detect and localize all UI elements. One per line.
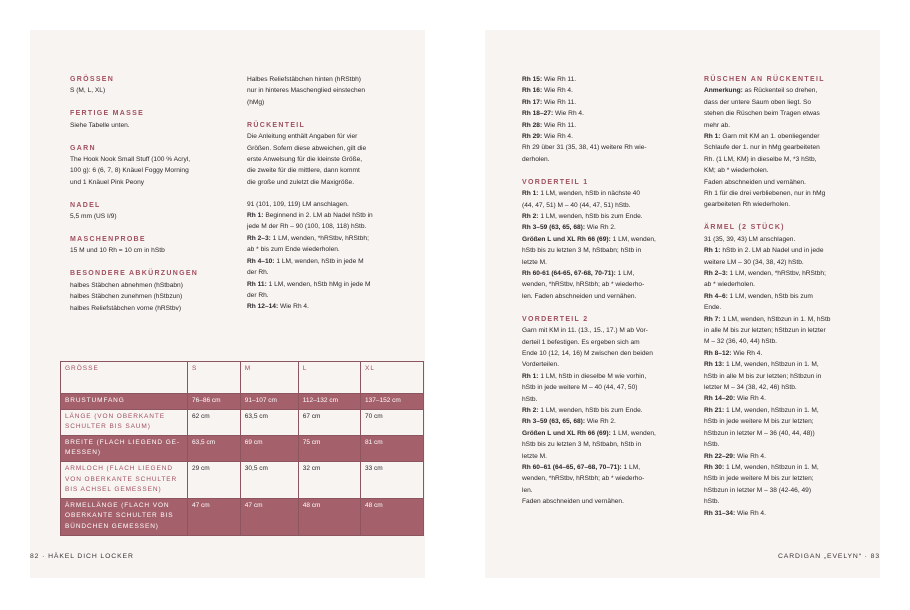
row-text: Rh 1 für die drei verbliebenen, nur in hMg (704, 190, 826, 198)
row-text: gearbeiteten Rh wiederholen. (704, 201, 791, 209)
spec-section (70, 143, 230, 189)
row-text: hStb bis zu letzten 3 M, hStbabn, hStb in (522, 441, 642, 449)
instruction-line (522, 108, 687, 119)
text-line: Siehe Tabelle unten. (70, 121, 130, 129)
row-text: letzte M. (522, 452, 547, 460)
row-text: 1 LM, wenden, hStbzun in 1. M, (724, 406, 819, 414)
spec-section (70, 74, 230, 97)
section-heading: VORDERTEIL 1 (522, 178, 589, 186)
instruction-line (522, 222, 687, 233)
row-label: Rh 2–3: (247, 234, 271, 242)
row-label: Rh 2: (522, 406, 539, 414)
row-text: Wie Rh 4. (735, 509, 766, 517)
instruction-line (704, 177, 864, 188)
instruction-line (247, 233, 392, 244)
text-line: VON OBERKANTE SCHULTER (65, 475, 178, 483)
text-line: LÄNGE (VON OBERKANTE (65, 412, 165, 420)
table-cell: 48 cm (361, 498, 424, 535)
right-column-1 (522, 74, 687, 519)
row-label: Rh 2–3: (704, 270, 728, 277)
row-text: der Rh. (247, 291, 269, 299)
row-text: 1 LM, wenden, (610, 429, 656, 437)
instruction-line (247, 256, 392, 267)
text-line: BIS ACHSEL GEMESSEN) (65, 486, 162, 494)
table-cell: 63,5 cm (188, 435, 241, 461)
row-text: 1 LM, wenden, *hRStbv, hRStbh; (270, 234, 369, 242)
instruction-line (704, 416, 864, 427)
ruffles-rows (704, 85, 864, 210)
row-text: Wie Rh 11. (542, 121, 577, 129)
instruction-line (704, 325, 864, 336)
instruction-line (704, 279, 864, 290)
row-text: Ende 10 (12, 14, 16) M zwischen den beiden (522, 349, 653, 357)
row-text: Wie Rh 2. (585, 224, 616, 232)
spec-section (70, 268, 230, 314)
row-text: Garn mit KM an 1. obenliegender (720, 133, 820, 141)
instruction-line (704, 257, 864, 268)
row-label: Rh 11: (247, 280, 267, 288)
row-text: Faden abschneiden und vernähen. (704, 178, 806, 186)
text-line: Die Anleitung enthält Angaben für vier (247, 133, 358, 141)
row-text: Garn mit KM in 11. (13., 15., 17.) M ab Vor- (522, 327, 648, 335)
row-text: ab * wiederholen. (704, 281, 755, 289)
table-row (61, 409, 424, 435)
instruction-line (704, 462, 864, 473)
text-line: BRUSTUMFANG (65, 397, 125, 404)
row-label: Rh 1: (247, 212, 264, 220)
row-text: Rh. (1 LM, KM) in dieselbe M, *3 hStb, (704, 155, 817, 163)
row-text: letzter M – 34 (38, 42, 46) hStb. (704, 384, 797, 392)
row-text: wenden, *hRStbv, hRStbh; ab * wiederho- (522, 475, 645, 483)
instruction-line (704, 359, 864, 370)
left-column-1 (70, 74, 230, 326)
text-line: und 1 Knäuel Pink Peony (70, 178, 145, 186)
instruction-line (704, 234, 864, 245)
size-table (60, 361, 424, 536)
instruction-line (522, 154, 687, 165)
text-line: Größen. Sofern diese abweichen, gilt die (247, 144, 367, 152)
instruction-line (522, 416, 687, 427)
row-text: Faden abschneiden und vernähen. (522, 498, 624, 506)
instruction-line (522, 279, 687, 290)
text-line: ARMLOCH (FLACH LIEGEND (65, 464, 173, 472)
section-heading: GRÖSSEN (70, 76, 115, 83)
row-label: Rh 1: (704, 133, 721, 141)
instruction-line (704, 245, 864, 256)
row-text: Wie Rh 4. (553, 110, 584, 118)
row-text: hStb. (704, 441, 720, 449)
table-row (61, 498, 424, 535)
text-line: S (M, L, XL) (70, 87, 106, 95)
row-label-cell (61, 409, 188, 435)
row-text: derholen. (522, 155, 550, 163)
front-part-1-rows (522, 188, 687, 302)
row-text: Wie Rh 4. (731, 349, 763, 357)
instruction-line (704, 371, 864, 382)
column-header: S (188, 362, 241, 394)
instruction-line (704, 473, 864, 484)
row-text: in alle M bis zur letzten; hStbzun in letzter (704, 327, 826, 335)
row-label: Rh 21: (704, 406, 725, 414)
table-cell: 91–107 cm (240, 394, 298, 410)
text-line: SCHULTER BIS SAUM) (65, 423, 151, 431)
row-text: hStbzun in letzter M – 36 (40, 44, 48)) (704, 429, 815, 437)
intro-text (247, 74, 392, 108)
row-text: hStb in alle M bis zur letzten; hStbzun in (704, 372, 822, 380)
row-text: 1 LM, wenden, hStbzun in 1. M, hStb (720, 315, 831, 323)
instruction-line (704, 382, 864, 393)
instruction-rows (247, 199, 392, 313)
table-cell: 63,5 cm (240, 409, 298, 435)
row-text: mehr ab. (704, 121, 731, 129)
instruction-line (704, 131, 864, 142)
text-line: halbes Stäbchen abnehmen (hStbabn) (70, 281, 183, 289)
row-text: 1 LM, wenden, hStbzun in 1. M, (724, 361, 819, 369)
row-text: 1 LM, wenden, (610, 235, 656, 243)
row-text: 1 LM, (621, 464, 641, 471)
row-text: hStbzun in letzter M – 38 (42-46, 49) (704, 486, 812, 494)
instruction-line (247, 244, 392, 255)
row-text: hStb in jede weitere M bis zur letzten; (704, 475, 814, 483)
back-rows (522, 74, 687, 165)
row-label: Rh 8–12: (704, 349, 732, 357)
row-label: Rh 28: (522, 121, 543, 129)
instruction-line (704, 165, 864, 176)
instruction-line (522, 325, 687, 336)
section-heading: BESONDERE ABKÜRZUNGEN (70, 270, 199, 278)
instruction-line (247, 199, 392, 210)
section-heading: RÜSCHEN AN RÜCKENTEIL (704, 76, 825, 83)
row-text: Beginnend in 2. LM ab Nadel hStb in (263, 212, 373, 220)
instruction-line (704, 508, 864, 519)
row-label: Rh 60–61 (64–65, 67–68, 70–71): (522, 464, 622, 471)
text-line: BÜNDCHEN GEMESSEN) (65, 522, 159, 530)
instruction-line (704, 485, 864, 496)
page-folio-left: 82 · HÄKEL DICH LOCKER (30, 553, 134, 560)
instruction-line (522, 371, 687, 382)
spec-section (70, 234, 230, 257)
table-cell: 75 cm (298, 435, 360, 461)
instruction-line (522, 405, 687, 416)
table-cell: 137–152 cm (361, 394, 424, 410)
row-text: weitere LM – 30 (34, 38, 42) hStb. (704, 258, 804, 266)
row-text: 1 LM, wenden, hStb in jede M (274, 257, 364, 265)
column-header: L (298, 362, 360, 394)
instruction-line (704, 496, 864, 507)
instruction-line (522, 462, 687, 473)
row-label: Rh 31–34: (704, 509, 736, 517)
row-text: hStb in jede weitere M – 40 (44, 47, 50) (522, 384, 638, 392)
row-label-cell (61, 498, 188, 535)
instruction-line (522, 496, 687, 507)
section-heading: NADEL (70, 201, 101, 209)
left-column-2 (247, 74, 392, 313)
text-line: die zweite für die mittlere, dann kommt (247, 167, 360, 175)
row-label: Größen L und XL Rh 66 (69): (522, 429, 611, 437)
instruction-line (704, 336, 864, 347)
instruction-line (522, 485, 687, 496)
row-text: wenden, *hRStbv, hRStbh; ab * wiederho- (522, 281, 645, 289)
row-text: der Rh. (247, 269, 269, 277)
table-cell: 76–86 cm (188, 394, 241, 410)
row-label: Rh 3–59 (63, 65, 68): (522, 418, 586, 426)
table-cell: 47 cm (188, 498, 241, 535)
row-text: Wie Rh 11. (542, 76, 577, 83)
row-label: Rh 16: (522, 87, 543, 95)
row-text: letzte M. (522, 258, 547, 266)
instruction-line (522, 359, 687, 370)
table-cell: 32 cm (298, 461, 360, 498)
spec-section (70, 200, 230, 223)
instruction-line (704, 108, 864, 119)
row-label: Rh 60-61 (64-65, 67-68, 70-71): (522, 270, 616, 277)
row-text: 1 LM, wenden, hStb bis zum Ende. (538, 212, 643, 220)
table-cell: 30,5 cm (240, 461, 298, 498)
row-text: stehen die Rüschen beim Tragen etwas (704, 110, 820, 118)
table-cell: 29 cm (188, 461, 241, 498)
row-text: hStb. (704, 498, 720, 506)
row-label: Rh 12–14: (247, 303, 279, 311)
row-text: hStb in 2. LM ab Nadel und in jede (720, 247, 824, 255)
instruction-line (522, 97, 687, 108)
row-label: Rh 22–29: (704, 452, 736, 460)
text-line: The Hook Nook Small Stuff (100 % Acryl, (70, 156, 191, 164)
row-text: 1 LM, wenden, *hRStbv, hRStbh; (727, 270, 826, 277)
instruction-line (522, 131, 687, 142)
row-text: Rh 29 über 31 (35, 38, 41) weitere Rh wie- (522, 144, 647, 152)
row-label: Rh 4–10: (247, 257, 275, 265)
section-heading: VORDERTEIL 2 (522, 315, 589, 323)
instruction-line (704, 302, 864, 313)
instruction-line (522, 74, 687, 85)
sleeve-rows (704, 234, 864, 519)
section-heading: RÜCKENTEIL (247, 121, 306, 129)
row-text: len. (522, 486, 533, 494)
row-text: Vorderteilen. (522, 361, 560, 369)
table-cell: 112–132 cm (298, 394, 360, 410)
table-cell: 33 cm (361, 461, 424, 498)
instruction-line (522, 451, 687, 462)
row-text: derteil 1 befestigen. Es ergeben sich am (522, 338, 640, 346)
instruction-line (522, 382, 687, 393)
text-line: 100 g): 6 (6, 7, 8) Knäuel Foggy Morning (70, 167, 189, 175)
instruction-line (522, 291, 687, 302)
text-line: erste Anwelsung für die kleinste Größe, (247, 155, 363, 163)
row-label: Rh 13: (704, 361, 725, 369)
row-text: Wie Rh 4. (735, 452, 766, 460)
instruction-line (704, 268, 864, 279)
instruction-line (704, 154, 864, 165)
instruction-line (522, 142, 687, 153)
table-row (61, 394, 424, 410)
table-cell: 48 cm (298, 498, 360, 535)
instruction-line (704, 97, 864, 108)
instruction-line (522, 473, 687, 484)
row-text: Schlaufe der 1. nur in hMg gearbeiteten (704, 144, 820, 152)
instruction-line (704, 291, 864, 302)
text-line: BREITE (FLACH LIEGEND GE- (65, 438, 180, 446)
section-heading: GARN (70, 144, 96, 152)
row-text: 31 (35, 39, 43) LM anschlagen. (704, 235, 796, 243)
row-text: M – 32 (36, 40, 44) hStb. (704, 338, 777, 346)
table-cell: 47 cm (240, 498, 298, 535)
row-label: Rh 18–27: (522, 110, 554, 118)
table-header-row (61, 362, 424, 394)
instruction-line (247, 221, 392, 232)
row-text: hStb in jede weitere M bis zur letzten; (704, 418, 814, 426)
text-line: halbes Reliefstäbchen vorne (hRStbv) (70, 304, 182, 312)
row-label: Rh 15: (522, 76, 543, 83)
text-line: OBERKANTE SCHULTER BIS (65, 512, 174, 520)
row-text: 1 LM, wenden, hStb bis zum (727, 292, 813, 300)
table-row (61, 435, 424, 461)
instruction-line (522, 268, 687, 279)
row-text: Wie Rh 2. (585, 418, 616, 426)
text-line: MESSEN) (65, 449, 101, 457)
instruction-line (522, 188, 687, 199)
column-header: XL (361, 362, 424, 394)
row-text: Wie Rh 4. (735, 395, 766, 403)
row-text: Wie Rh 4. (278, 303, 309, 311)
row-label: Rh 14–20: (704, 395, 736, 403)
row-label-cell (61, 394, 188, 410)
left-page (30, 30, 425, 578)
row-label: Rh 29: (522, 133, 543, 141)
row-text: 1 LM, hStb in dieselbe M wie vorhin, (538, 372, 647, 380)
row-label-cell (61, 461, 188, 498)
table-cell: 70 cm (361, 409, 424, 435)
text-line: halbes Stäbchen zunehmen (hStbzun) (70, 293, 183, 301)
instruction-line (704, 405, 864, 416)
instruction-line (704, 314, 864, 325)
text-line: (hMg) (247, 98, 265, 106)
instruction-line (522, 394, 687, 405)
table-cell: 81 cm (361, 435, 424, 461)
row-label: Rh 7: (704, 315, 721, 323)
row-text: 91 (101, 109, 119) LM anschlagen. (247, 200, 349, 208)
instruction-line (247, 279, 392, 290)
row-text: Wie Rh 4. (542, 87, 573, 95)
right-page (485, 30, 880, 578)
row-text: jede M der Rh – 90 (100, 108, 118) hStb. (247, 223, 367, 231)
row-label: Rh 30: (704, 463, 725, 471)
row-text: dass der untere Saum oben liegt. So (704, 98, 812, 106)
instruction-line (704, 451, 864, 462)
instruction-line (704, 85, 864, 96)
instruction-line (522, 439, 687, 450)
instruction-line (247, 210, 392, 221)
row-label: Rh 4–6: (704, 292, 728, 300)
row-text: len. Faden abschneiden und vernähen. (522, 292, 637, 300)
text-line: Halbes Reliefstäbchen hinten (hRStbh) (247, 76, 361, 83)
table-cell: 67 cm (298, 409, 360, 435)
text-line: 5,5 mm (US I/9) (70, 213, 117, 221)
instruction-line (704, 348, 864, 359)
instruction-line (522, 245, 687, 256)
text-line: 15 M und 10 Rh = 10 cm in hStb (70, 247, 165, 255)
row-text: 1 LM, wenden, hStb hMg in jede M (266, 280, 371, 288)
section-heading: ÄRMEL (2 STÜCK) (704, 224, 785, 232)
table-cell: 62 cm (188, 409, 241, 435)
instruction-line (704, 142, 864, 153)
section-text (247, 131, 392, 188)
instruction-line (704, 199, 864, 210)
row-text: 1 LM, wenden, hStbzun in 1. M, (724, 463, 819, 471)
instruction-line (522, 348, 687, 359)
row-text: 1 LM, wenden, hStb in nächste 40 (538, 190, 641, 198)
row-label: Anmerkung: (704, 87, 743, 95)
right-column-2 (704, 74, 864, 530)
row-text: as Rückenteil so drehen, (742, 87, 818, 95)
instruction-line (522, 337, 687, 348)
instruction-line (522, 120, 687, 131)
instruction-line (522, 211, 687, 222)
page-folio-right: CARDIGAN „EVELYN“ · 83 (777, 553, 880, 560)
text-line: nur in hinteres Maschenglied einstechen (247, 87, 366, 95)
instruction-line (522, 257, 687, 268)
spec-section (70, 108, 230, 131)
instruction-line (704, 120, 864, 131)
instruction-line (704, 188, 864, 199)
section-heading: MASCHENPROBE (70, 236, 146, 244)
row-label: Größen L und XL Rh 66 (69): (522, 235, 611, 243)
text-line: die große und zuletzt die Maxigröße. (247, 178, 355, 186)
row-text: hStb bis zu letzten 3 M, hStbabn; hStb in (522, 247, 642, 255)
row-text: Wie Rh 11. (542, 98, 577, 106)
front-part-2-rows (522, 325, 687, 508)
row-text: Wie Rh 4. (542, 133, 573, 141)
table-row (61, 461, 424, 498)
instruction-line (522, 234, 687, 245)
instruction-line (522, 428, 687, 439)
row-text: 1 LM, (615, 270, 635, 277)
row-label: Rh 1: (522, 190, 539, 198)
row-text: 1 LM, wenden, hStb bis zum Ende. (538, 406, 643, 414)
column-header: M (240, 362, 298, 394)
row-text: hStb. (522, 395, 538, 403)
instruction-line (247, 290, 392, 301)
instruction-line (522, 200, 687, 211)
row-text: ab * bis zum Ende wiederholen. (247, 246, 340, 254)
instruction-line (247, 301, 392, 312)
row-label: Rh 17: (522, 98, 543, 106)
row-text: (44, 47, 51) M – 40 (44, 47, 51) hStb. (522, 201, 631, 209)
row-label: Rh 3–59 (63, 65, 68): (522, 224, 586, 232)
instruction-line (704, 393, 864, 404)
column-header: GRÖSSE (61, 362, 188, 394)
instruction-line (247, 267, 392, 278)
instruction-line (522, 85, 687, 96)
row-label: Rh 1: (704, 247, 721, 255)
row-text: KM; ab * wiederholen. (704, 167, 769, 175)
row-text: Ende. (704, 304, 722, 312)
section-heading: FERTIGE MASSE (70, 110, 145, 118)
row-label: Rh 1: (522, 372, 539, 380)
text-line: ÄRMELLÄNGE (FLACH VON (65, 501, 170, 509)
instruction-line (704, 439, 864, 450)
row-label: Rh 2: (522, 212, 539, 220)
table-cell: 69 cm (240, 435, 298, 461)
instruction-line (704, 428, 864, 439)
row-label-cell (61, 435, 188, 461)
